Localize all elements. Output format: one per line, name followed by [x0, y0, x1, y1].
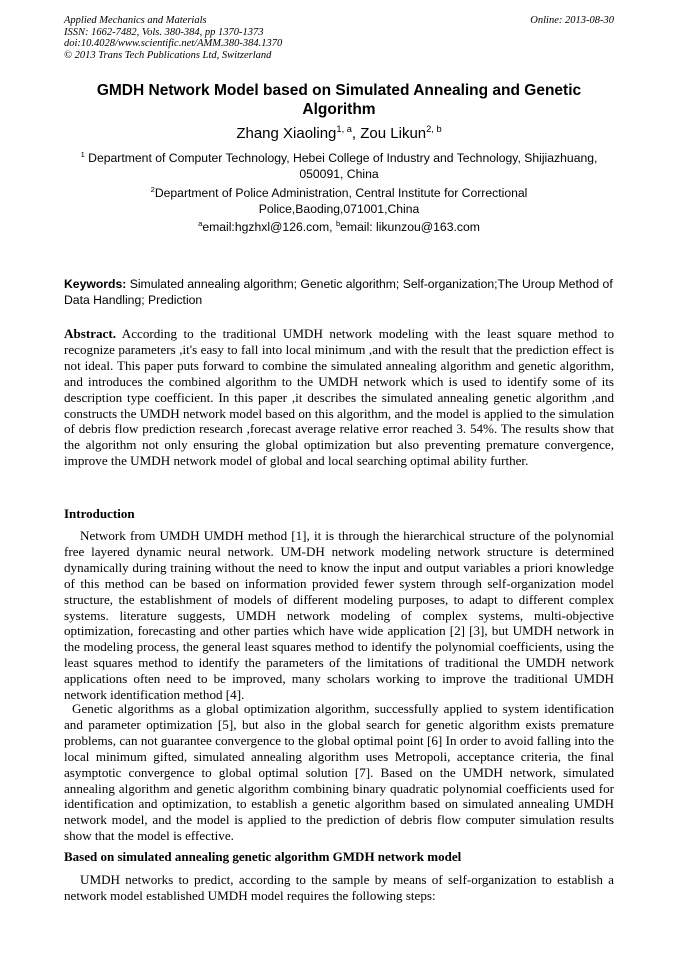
author-2-affiliation-mark: 2, b: [426, 124, 442, 134]
author-separator: ,: [351, 125, 361, 142]
section-heading-model: Based on simulated annealing genetic algorithm GMDH network model: [64, 849, 462, 864]
affiliation-1: [64, 150, 614, 182]
journal-doi: doi:10.4028/www.scientific.net/AMM.380-384.1370: [64, 38, 283, 49]
abstract-label: Abstract.: [64, 326, 116, 341]
author-line: [64, 125, 614, 142]
keywords-label: Keywords:: [64, 277, 127, 291]
affiliation-1-mark: 1: [80, 149, 85, 159]
email-a-mark: a: [198, 218, 203, 228]
email-a: email:hgzhxl@126.com,: [202, 220, 336, 234]
author-1: Zhang Xiaoling: [236, 125, 337, 142]
paper-title: GMDH Network Model based on Simulated Annealing and Genetic Algorithm: [96, 82, 582, 118]
model-section-paragraph-1: UMDH networks to predict, according to the sample by means of self-organization to establish a network model established UMDH model requires the following steps:: [64, 872, 614, 903]
journal-copyright: © 2013 Trans Tech Publications Ltd, Switzerland: [64, 49, 272, 61]
affiliation-1-text: Department of Computer Technology, Hebei College of Industry and Technology, Shijiazhuang, 050091, China: [88, 151, 598, 181]
affiliation-2: [140, 185, 538, 217]
introduction-paragraph-1: Network from UMDH UMDH method [1], it is through the hierarchical structure of the polynomial free layered dynamic neural network. UM-DH network modeling network structure is determined dynamically during training without the need to know the input and output variables a priori knowledge of this method can be based on information provided fewer system through self-organization model structure, the establishment of models of different modeling purposes, to adapt to different complex systems. literature suggests, UMDH network modeling of complex systems, multi-objective optimization, forecasting and other parties which have wide application [2] [3], but UMDH network in the modeling process, the general least squares method to identify the polynomial coefficients, using the least squares method to identify the parameters of the limitations of traditional the UMDH network applications often need to be improved, many scholars working to improve the traditional UMDH network identification method [4].: [64, 528, 614, 703]
journal-name: Applied Mechanics and Materials: [64, 15, 207, 26]
section-heading-introduction: Introduction: [64, 506, 135, 521]
online-date: Online: 2013-08-30: [530, 15, 614, 26]
author-emails: [64, 220, 614, 234]
author-2: Zou Likun: [360, 125, 427, 142]
email-b: email: likunzou@163.com: [340, 220, 480, 234]
affiliation-2-text: Department of Police Administration, Central Institute for Correctional Police,Baoding,071001,China: [154, 186, 528, 216]
keywords: [64, 276, 614, 308]
introduction-paragraph-2: Genetic algorithms as a global optimization algorithm, successfully applied to system identification and parameter optimization [5], but also in the global search for genetic algorithm exists premature problems, can not guarantee convergence to the global optimal point [6] In order to avoid falling into the local minimum gifted, simulated annealing algorithm uses Metropoli, acceptance criteria, the final asymptotic convergence to global optimal solution [7]. Based on the UMDH network, simulated annealing algorithm and genetic algorithm combining binary quadratic polynomial coefficients used for identification and optimization, to establish a genetic algorithm based on simulated annealing UMDH network model, and the model is applied to the prediction of debris flow computer simulation results show that the model is effective.: [64, 701, 614, 844]
abstract-text: According to the traditional UMDH network modeling with the least square method to recognize parameters ,it's easy to fall into local minimum ,and with the result that the prediction effect is not ideal. This paper puts forward to combine the simulated annealing algorithm and genetic algorithm, and introduces the combined algorithm to the UMDH network which is used to identify some of its description type coefficient. In this paper ,it describes the simulated annealing genetic algorithm ,and constructs the UMDH network model based on this algorithm, and the model is applied to the simulation of debris flow prediction research ,forecast average relative error reached 3. 54%. The results show that the algorithm not only ensuring the global optimization but also preventing premature convergence, improve the UMDH network model of global and local searching optimal ability further.: [64, 326, 614, 469]
keywords-text: Simulated annealing algorithm; Genetic algorithm; Self-organization;The Uroup Method of Data Handling; Prediction: [64, 277, 613, 307]
journal-header: [64, 15, 614, 61]
author-1-affiliation-mark: 1, a: [336, 124, 352, 134]
journal-issn: ISSN: 1662-7482, Vols. 380-384, pp 1370-1373: [64, 26, 264, 38]
abstract: [64, 326, 614, 469]
email-b-mark: b: [335, 218, 341, 228]
affiliation-2-mark: 2: [150, 184, 155, 194]
